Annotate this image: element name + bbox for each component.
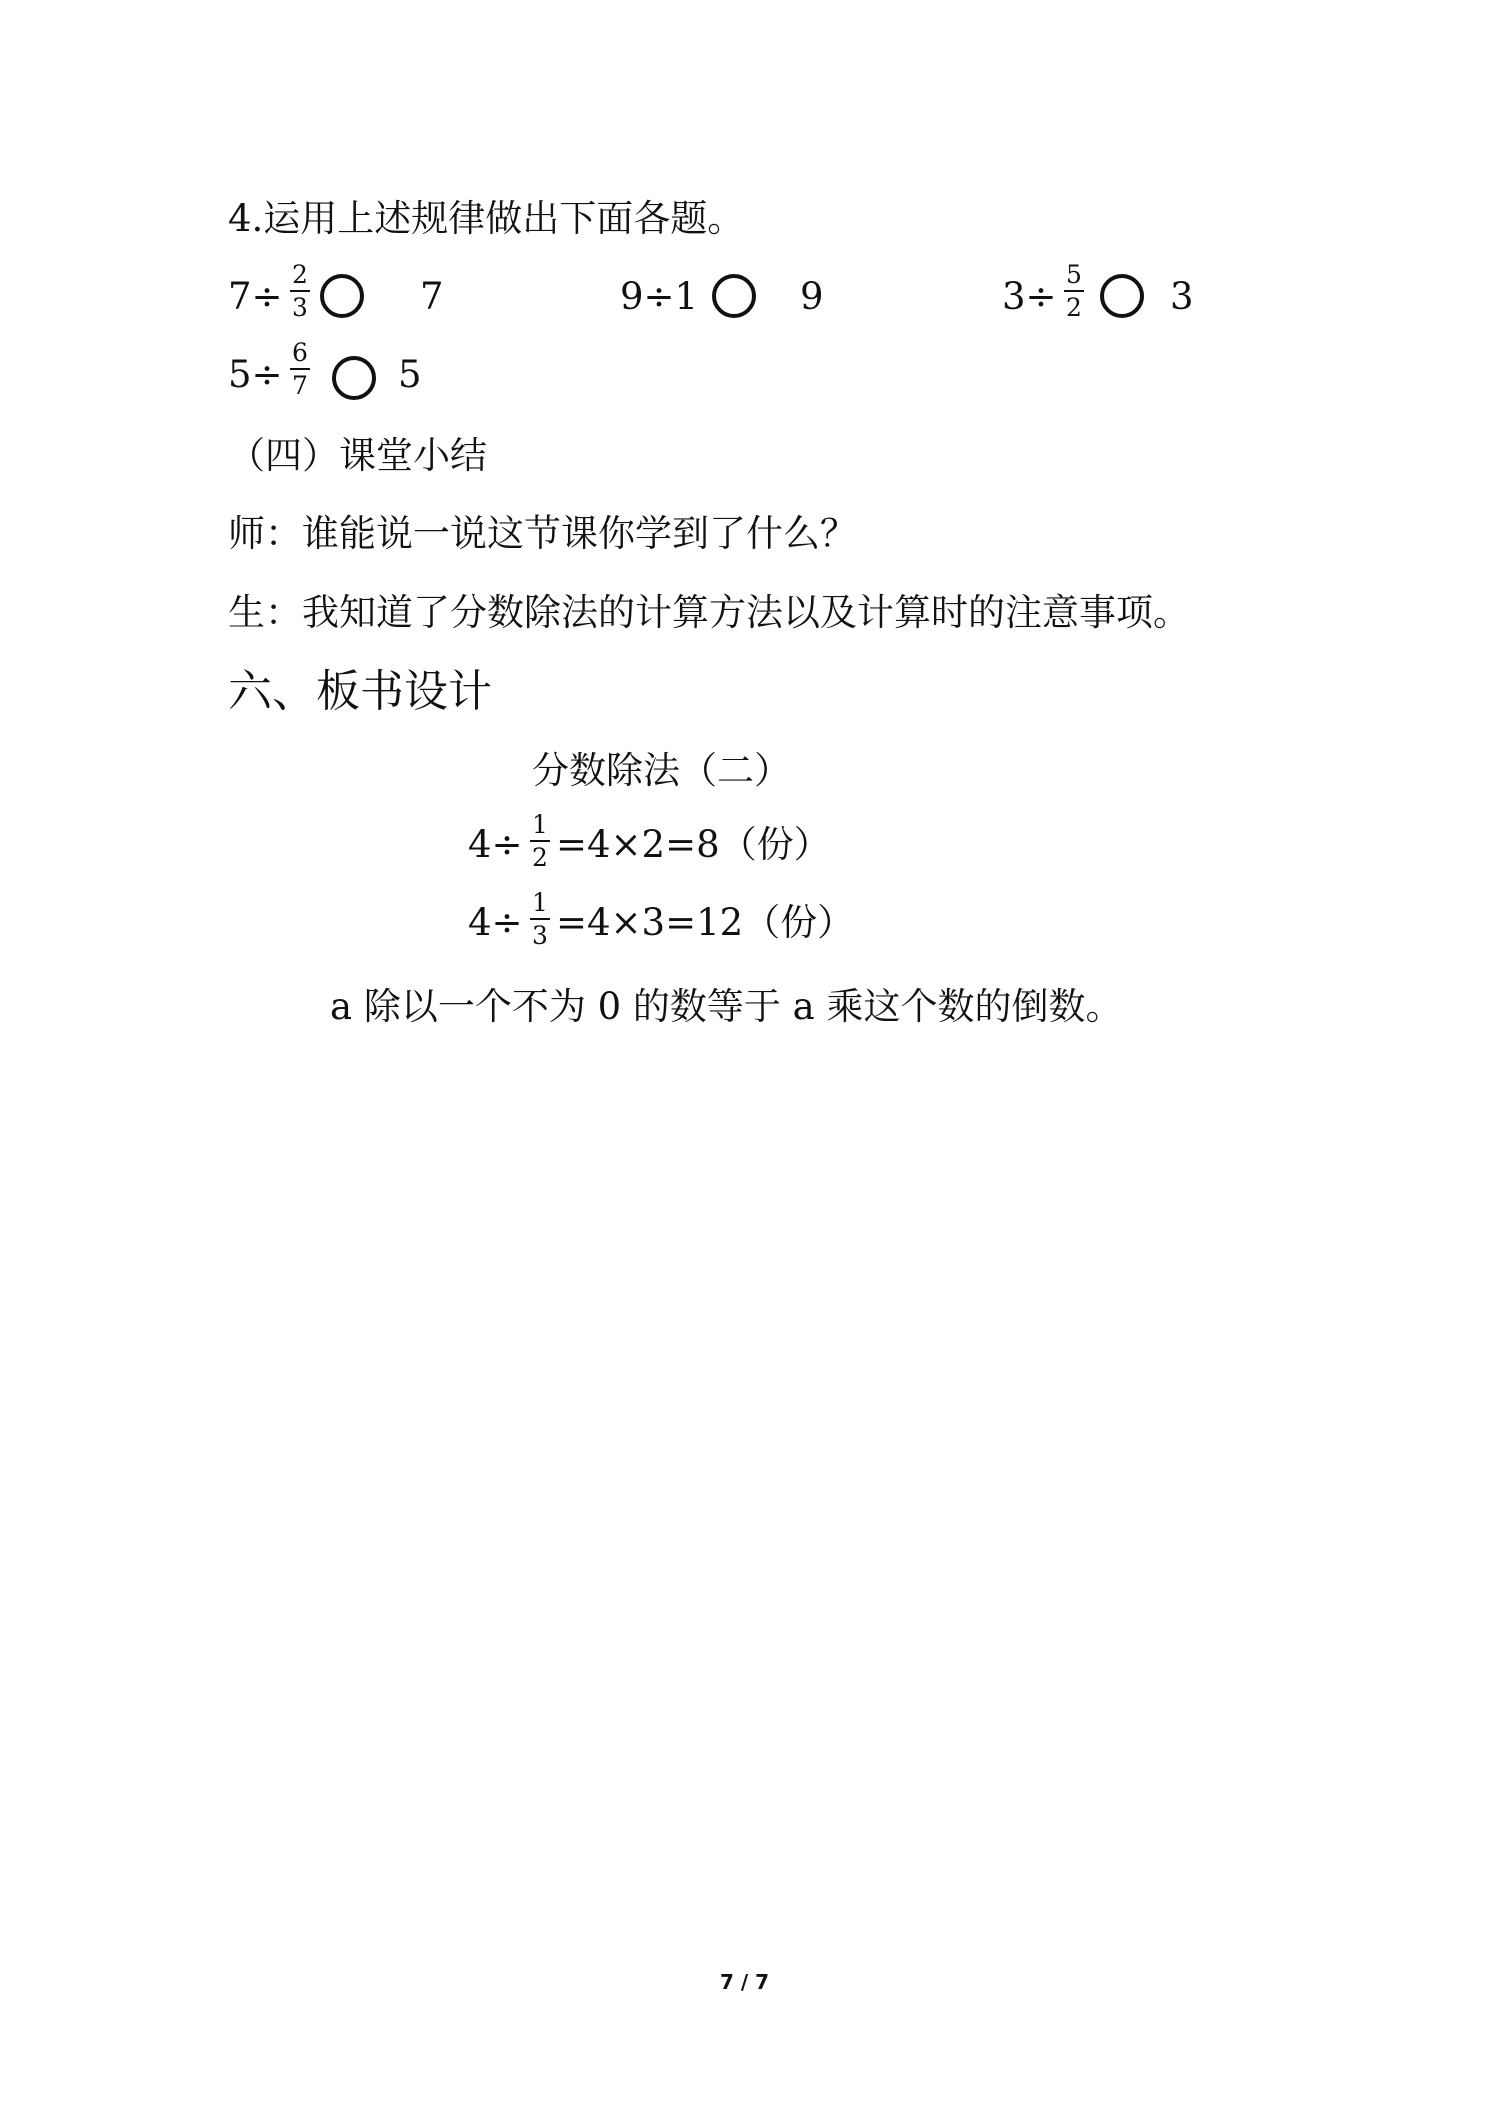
- exercise-4-right: 5: [398, 353, 422, 396]
- fraction-numerator: 1: [530, 890, 550, 920]
- exercise-1-left: 7÷: [228, 275, 283, 318]
- exercise-2-left: 9÷1: [620, 275, 699, 318]
- board-title: 分数除法（二）: [532, 749, 791, 792]
- exercise-2-right: 9: [800, 275, 824, 318]
- exercise-4-left: 5÷: [228, 353, 283, 396]
- fraction-denominator: 7: [292, 371, 308, 400]
- summary-heading: （四）课堂小结: [228, 434, 487, 477]
- equation-right: =4×2=8（份）: [556, 823, 831, 866]
- equation-fraction: [530, 890, 550, 948]
- exercise-4-fraction: [290, 340, 310, 398]
- answer-circle[interactable]: [320, 274, 364, 318]
- fraction-denominator: 2: [532, 843, 548, 872]
- section-heading: 六、板书设计: [228, 666, 492, 717]
- exercise-3-left: 3÷: [1002, 275, 1057, 318]
- fraction-numerator: 5: [1064, 262, 1084, 292]
- board-rule: a 除以一个不为 0 的数等于 a 乘这个数的倒数。: [330, 985, 1123, 1028]
- fraction-numerator: 2: [290, 262, 310, 292]
- equation-right: =4×3=12（份）: [556, 901, 855, 944]
- exercise-3-fraction: [1064, 262, 1084, 320]
- student-answer: 生：我知道了分数除法的计算方法以及计算时的注意事项。: [228, 591, 1190, 634]
- fraction-denominator: 3: [532, 921, 548, 950]
- exercise-heading: 4.运用上述规律做出下面各题。: [228, 197, 745, 240]
- answer-circle[interactable]: [712, 274, 756, 318]
- fraction-denominator: 3: [292, 293, 308, 322]
- answer-circle[interactable]: [1100, 274, 1144, 318]
- page-number: 7 / 7: [720, 1970, 770, 1994]
- exercise-1-fraction: [290, 262, 310, 320]
- equation-fraction: [530, 812, 550, 870]
- fraction-numerator: 1: [530, 812, 550, 842]
- exercise-3-right: 3: [1170, 275, 1194, 318]
- answer-circle[interactable]: [332, 356, 376, 400]
- fraction-numerator: 6: [290, 340, 310, 370]
- fraction-denominator: 2: [1066, 293, 1082, 322]
- teacher-question: 师：谁能说一说这节课你学到了什么？: [228, 512, 857, 555]
- equation-left: 4÷: [468, 823, 523, 866]
- exercise-1-right: 7: [420, 275, 444, 318]
- equation-left: 4÷: [468, 901, 523, 944]
